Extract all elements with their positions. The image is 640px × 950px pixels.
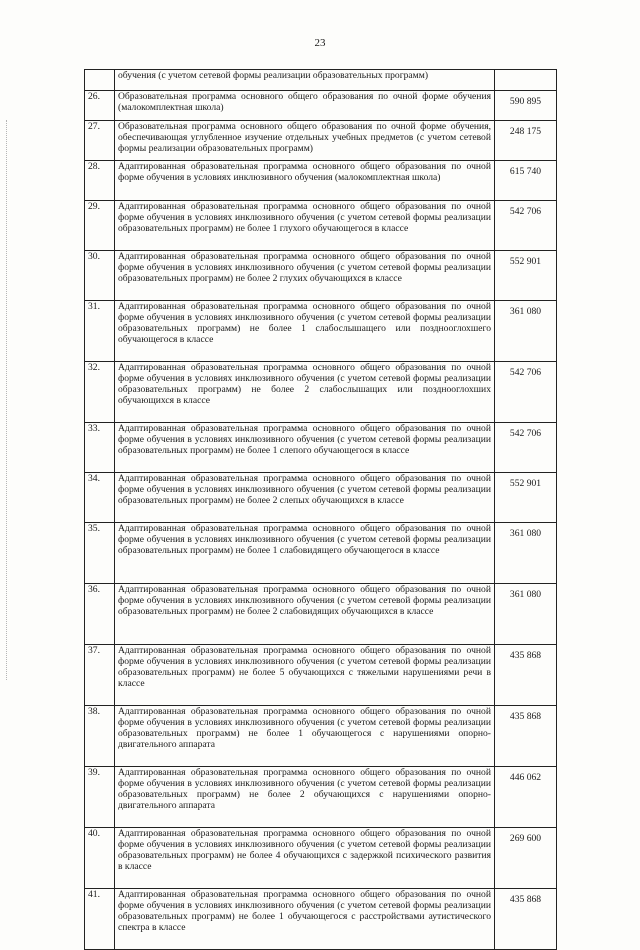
program-name-cell: Адаптированная образовательная программа основного общего образования по очной форме обучения в условиях инклюзивного обучения (с учетом сетевой формы реализации образовательных программ) не более 4 обучающихся с задержкой психического развития в классе bbox=[115, 828, 495, 889]
table-row bbox=[85, 201, 557, 251]
cost-value-cell: 361 080 bbox=[495, 301, 557, 362]
program-name-cell: Адаптированная образовательная программа основного общего образования по очной форме обучения в условиях инклюзивного обучения (с учетом сетевой формы реализации образовательных программ) не более 2 обучающихся с нарушениями опорно-двигательного аппарата bbox=[115, 767, 495, 828]
row-number-cell: 38. bbox=[85, 706, 115, 767]
row-number-cell: 26. bbox=[85, 91, 115, 121]
cost-value-cell: 552 901 bbox=[495, 251, 557, 301]
row-number-cell: 37. bbox=[85, 645, 115, 706]
program-name-cell: Адаптированная образовательная программа основного общего образования по очной форме обучения в условиях инклюзивного обучения (с учетом сетевой формы реализации образовательных программ) не более 2 слепых обучающихся в классе bbox=[115, 473, 495, 523]
table-row bbox=[85, 767, 557, 828]
program-name-cell: Адаптированная образовательная программа основного общего образования по очной форме обучения в условиях инклюзивного обучения (с учетом сетевой формы реализации образовательных программ) не более 2 глухих обучающихся в классе bbox=[115, 251, 495, 301]
cost-value-cell: 615 740 bbox=[495, 161, 557, 201]
program-name-cell: обучения (с учетом сетевой формы реализации образовательных программ) bbox=[115, 70, 495, 91]
row-number-cell: 34. bbox=[85, 473, 115, 523]
program-name-cell: Адаптированная образовательная программа основного общего образования по очной форме обучения в условиях инклюзивного обучения (с учетом сетевой формы реализации образовательных программ) не более 1 слабовидящего обучающегося в классе bbox=[115, 523, 495, 584]
cost-value-cell: 552 901 bbox=[495, 473, 557, 523]
cost-value-cell: 361 080 bbox=[495, 523, 557, 584]
table-row bbox=[85, 423, 557, 473]
row-number-cell: 33. bbox=[85, 423, 115, 473]
cost-value-cell: 269 600 bbox=[495, 828, 557, 889]
program-name-cell: Адаптированная образовательная программа основного общего образования по очной форме обучения в условиях инклюзивного обучения (с учетом сетевой формы реализации образовательных программ) не более 5 обучающихся с тяжелыми нарушениями речи в классе bbox=[115, 645, 495, 706]
program-name-cell: Адаптированная образовательная программа основного общего образования по очной форме обучения в условиях инклюзивного обучения (с учетом сетевой формы реализации образовательных программ) не более 1 слабослышащего или позднооглохшего обучающегося в классе bbox=[115, 301, 495, 362]
table-row bbox=[85, 91, 557, 121]
program-name-cell: Адаптированная образовательная программа основного общего образования по очной форме обучения в условиях инклюзивного обучения (с учетом сетевой формы реализации образовательных программ) не более 2 слабослышащих или позднооглохших обучающихся в классе bbox=[115, 362, 495, 423]
row-number-cell: 29. bbox=[85, 201, 115, 251]
program-name-cell: Адаптированная образовательная программа основного общего образования по очной форме обучения в условиях инклюзивного обучения (с учетом сетевой формы реализации образовательных программ) не более 1 обучающегося с расстройствами аутистического спектра в классе bbox=[115, 889, 495, 950]
table-row bbox=[85, 645, 557, 706]
cost-value-cell: 590 895 bbox=[495, 91, 557, 121]
cost-value-cell: 446 062 bbox=[495, 767, 557, 828]
table-row bbox=[85, 828, 557, 889]
table-row bbox=[85, 889, 557, 950]
cost-value-cell bbox=[495, 70, 557, 91]
table-row bbox=[85, 706, 557, 767]
cost-value-cell: 435 868 bbox=[495, 706, 557, 767]
margin-scan-line bbox=[6, 120, 8, 680]
table-row bbox=[85, 121, 557, 161]
program-name-cell: Адаптированная образовательная программа основного общего образования по очной форме обучения в условиях инклюзивного обучения (малокомплектная школа) bbox=[115, 161, 495, 201]
cost-value-cell: 361 080 bbox=[495, 584, 557, 645]
program-name-cell: Адаптированная образовательная программа основного общего образования по очной форме обучения в условиях инклюзивного обучения (с учетом сетевой формы реализации образовательных программ) не более 1 глухого обучающегося в классе bbox=[115, 201, 495, 251]
table-row bbox=[85, 523, 557, 584]
table-body bbox=[85, 70, 557, 950]
row-number-cell: 36. bbox=[85, 584, 115, 645]
cost-value-cell: 435 868 bbox=[495, 889, 557, 950]
table-row bbox=[85, 251, 557, 301]
row-number-cell: 30. bbox=[85, 251, 115, 301]
table-row bbox=[85, 301, 557, 362]
table-row-continuation bbox=[85, 70, 557, 91]
cost-value-cell: 248 175 bbox=[495, 121, 557, 161]
row-number-cell: 40. bbox=[85, 828, 115, 889]
row-number-cell: 28. bbox=[85, 161, 115, 201]
row-number-cell: 35. bbox=[85, 523, 115, 584]
program-name-cell: Образовательная программа основного общего образования по очной форме обучения (малокомплектная школа) bbox=[115, 91, 495, 121]
program-name-cell: Адаптированная образовательная программа основного общего образования по очной форме обучения в условиях инклюзивного обучения (с учетом сетевой формы реализации образовательных программ) не более 1 слепого обучающегося в классе bbox=[115, 423, 495, 473]
program-name-cell: Адаптированная образовательная программа основного общего образования по очной форме обучения в условиях инклюзивного обучения (с учетом сетевой формы реализации образовательных программ) не более 1 обучающегося с нарушениями опорно-двигательного аппарата bbox=[115, 706, 495, 767]
row-number-cell: 41. bbox=[85, 889, 115, 950]
normative-cost-table bbox=[84, 69, 557, 950]
row-number-cell bbox=[85, 70, 115, 91]
cost-value-cell: 542 706 bbox=[495, 423, 557, 473]
program-name-cell: Образовательная программа основного общего образования по очной форме обучения, обеспечивающая углубленное изучение отдельных учебных предметов (с учетом сетевой формы реализации образовательных программ) bbox=[115, 121, 495, 161]
table-row bbox=[85, 161, 557, 201]
page-number: 23 bbox=[314, 37, 326, 49]
row-number-cell: 31. bbox=[85, 301, 115, 362]
row-number-cell: 27. bbox=[85, 121, 115, 161]
table-row bbox=[85, 362, 557, 423]
table-row bbox=[85, 584, 557, 645]
cost-value-cell: 542 706 bbox=[495, 201, 557, 251]
program-name-cell: Адаптированная образовательная программа основного общего образования по очной форме обучения в условиях инклюзивного обучения (с учетом сетевой формы реализации образовательных программ) не более 2 слабовидящих обучающихся в классе bbox=[115, 584, 495, 645]
table-row bbox=[85, 473, 557, 523]
cost-value-cell: 435 868 bbox=[495, 645, 557, 706]
row-number-cell: 39. bbox=[85, 767, 115, 828]
row-number-cell: 32. bbox=[85, 362, 115, 423]
cost-value-cell: 542 706 bbox=[495, 362, 557, 423]
